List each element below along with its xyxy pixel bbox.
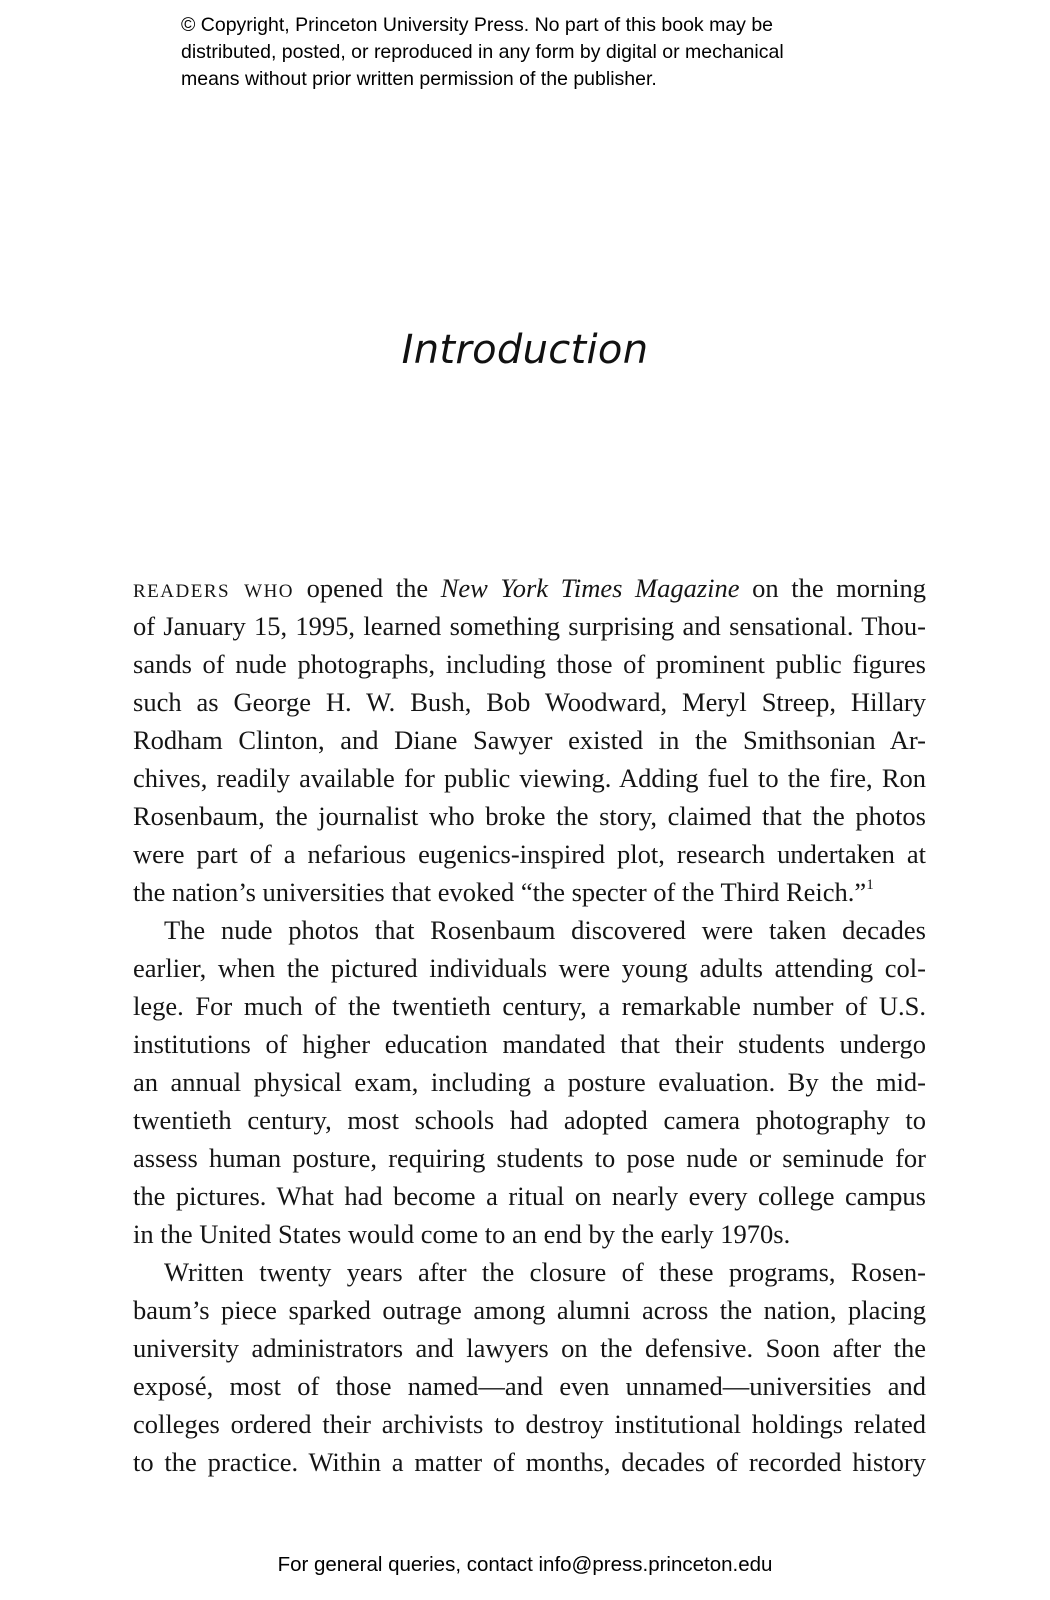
text-line: university administrators and lawyers on the defensive. Soon after the xyxy=(133,1333,926,1363)
paragraph-2 xyxy=(133,911,926,1253)
text-line: Rodham Clinton, and Diane Sawyer existed in the Smithsonian Ar- xyxy=(133,725,926,755)
body-text xyxy=(133,569,926,1481)
text-line: such as George H. W. Bush, Bob Woodward, Meryl Streep, Hillary xyxy=(133,687,926,717)
text-line xyxy=(133,873,926,911)
text-line: earlier, when the pictured individuals were young adults attending col- xyxy=(133,953,926,983)
text-line: exposé, most of those named—and even unnamed—universities and xyxy=(133,1371,926,1401)
copyright-line: distributed, posted, or reproduced in any form by digital or mechanical xyxy=(181,41,784,63)
paragraph-3 xyxy=(133,1253,926,1481)
text-line: baum’s piece sparked outrage among alumni across the nation, placing xyxy=(133,1295,926,1325)
text-run: on the morning xyxy=(739,573,926,603)
lead-in-smallcaps: readers who xyxy=(133,573,295,603)
text-run: the nation’s universities that evoked “the specter of the Third Reich.” xyxy=(133,877,867,907)
text-line: chives, readily available for public viewing. Adding fuel to the fire, Ron xyxy=(133,763,926,793)
text-line: Written twenty years after the closure of these programs, Rosen- xyxy=(164,1257,926,1287)
paragraph-1 xyxy=(133,569,926,911)
text-line: institutions of higher education mandated that their students undergo xyxy=(133,1029,926,1059)
text-line: sands of nude photographs, including those of prominent public figures xyxy=(133,649,926,679)
footer-contact: For general queries, contact info@press.princeton.edu xyxy=(277,1553,773,1576)
text-run: opened the xyxy=(294,573,441,603)
text-line: in the United States would come to an end by the early 1970s. xyxy=(133,1219,791,1249)
text-line xyxy=(133,569,926,607)
text-line: Rosenbaum, the journalist who broke the story, claimed that the photos xyxy=(133,801,926,831)
text-line: an annual physical exam, including a posture evaluation. By the mid- xyxy=(133,1067,926,1097)
text-line: The nude photos that Rosenbaum discovered were taken decades xyxy=(164,915,926,945)
copyright-line: means without prior written permission of the publisher. xyxy=(181,68,657,90)
text-line: lege. For much of the twentieth century, a remarkable number of U.S. xyxy=(133,991,926,1021)
text-line: assess human posture, requiring students to pose nude or seminude for xyxy=(133,1143,926,1173)
text-line: to the practice. Within a matter of months, decades of recorded history xyxy=(133,1447,926,1477)
copyright-line: © Copyright, Princeton University Press. No part of this book may be xyxy=(181,14,774,36)
text-line: the pictures. What had become a ritual on nearly every college campus xyxy=(133,1181,926,1211)
chapter-title: Introduction xyxy=(401,327,649,373)
publication-title: New York Times Magazine xyxy=(440,573,740,603)
text-line: were part of a nefarious eugenics-inspired plot, research undertaken at xyxy=(133,839,926,869)
text-line: colleges ordered their archivists to destroy institutional holdings related xyxy=(133,1409,926,1439)
copyright-notice xyxy=(181,12,901,93)
text-line: of January 15, 1995, learned something surprising and sensational. Thou- xyxy=(133,611,926,641)
text-line: twentieth century, most schools had adopted camera photography to xyxy=(133,1105,926,1135)
footnote-marker[interactable]: 1 xyxy=(866,877,874,894)
